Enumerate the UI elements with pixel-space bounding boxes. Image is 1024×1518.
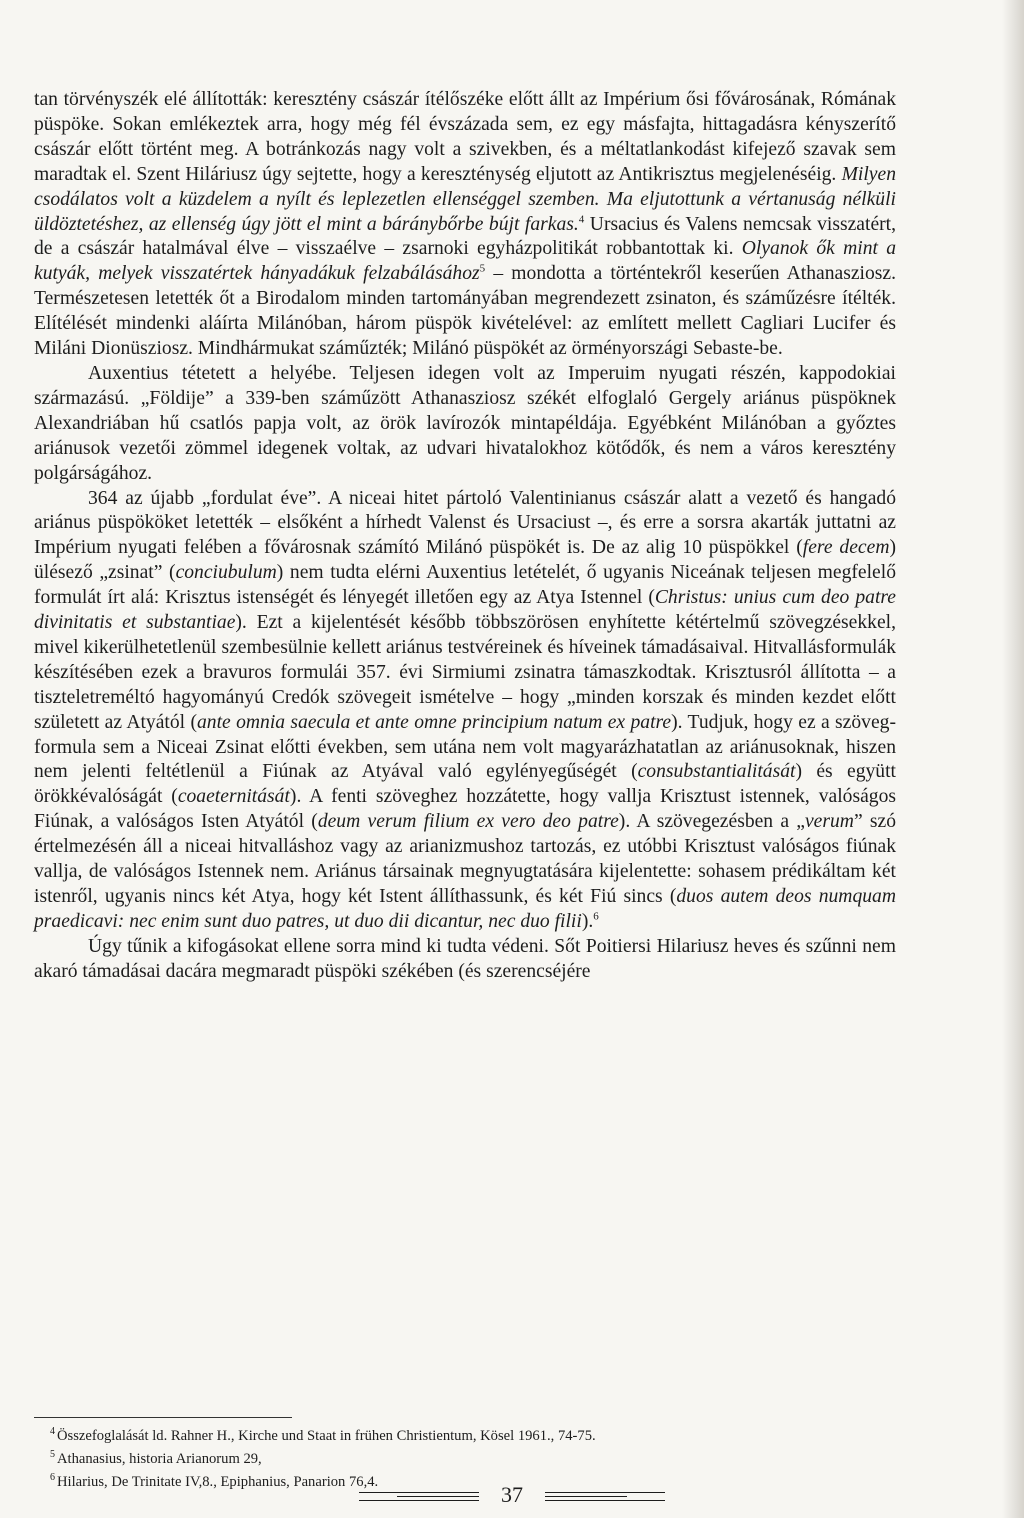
main-text <box>34 88 896 985</box>
footnote-reference: 6 <box>593 910 599 923</box>
footnote-text: Összefoglalását ld. Rahner H., Kirche und Staat in frühen Christientum, Kösel 1961., 74-75. <box>57 1428 596 1444</box>
text-run: ). Tudjuk, hogy ez a szövegformula sem a Niceai Zsinat előtti években, sem utána nem volt magyarázhatatlan az ariánusoknak, hiszen nem jelenti feltétlenül a Fiúnak az Atyával való egylényegűségét ( <box>34 711 897 783</box>
text-run: verum <box>804 811 854 833</box>
text-run: coaeternitását <box>177 786 290 808</box>
paragraph-4 <box>34 935 896 985</box>
text-run: duos autem deos numquam praedicavi: nec enim sunt duo patres, ut duo dii dicantur, nec duo filii <box>34 886 896 932</box>
footnote-4 <box>50 1425 870 1448</box>
footnote-reference: 4 <box>578 213 585 225</box>
footnote-reference: 5 <box>479 262 486 275</box>
text-run: Úgy tűnik a kifogásokat ellene sorra mind ki tudta védeni. Sőt Poitiersi Hilariusz heves és szűnni nem akaró támadásai dacára megmaradt püspöki székében (és szerencséjére <box>34 935 896 982</box>
text-run: conciubulum <box>175 562 277 584</box>
text-run: Ursacius és Valens nemcsak visszatért, de a császár hatalmával élve – visszaélve – zsarnoki egyházpolitikát robbantottak ki. <box>34 213 897 260</box>
footnote-mark: 6 <box>50 1472 55 1484</box>
text-run: ). A fenti szöveghez hozzátette, hogy vallja Krisztust istennek, valóságos Fiúnak, a valóságos Isten Atyától ( <box>34 786 896 833</box>
paragraph-2 <box>34 362 896 487</box>
footnote-text: Athanasius, historia Arianorum 29, <box>57 1451 262 1467</box>
text-run: – mondotta a történtekről keserűen Athanasziosz. Természetesen letették őt a Birodalom minden tartományában megrendezett zsinaton, és száműzésre ítélték. Elítélését mindenki aláírta Milánóban, három püspök kivételével: az említett mellett Cagliari Lucifer és Miláni Dionüsziosz. Mindhármukat száműzték; Milánó püspökét az örményországi Sebaste-be. <box>34 263 896 360</box>
text-run: tan törvényszék elé állították: keresztény császár ítélőszéke előtt állt az Impérium ősi fővárosának, Rómának püspöke. Sokan emlékeztek arra, hogy még fél évszázada sem, ez egy másfajta, hittagadásra kényszerítő császár előtt történt meg. A botránkozás nagy volt a szivekben, és a méltatlankodást kifejező szavak sem maradtak el. Szent Hiláriusz úgy sejtette, hogy a kereszténység eljutott az Antikrisztus megjelenéséig. <box>34 89 896 185</box>
text-run: ). <box>581 910 594 932</box>
text-run: consubstantialitását <box>637 761 796 783</box>
text-run: ” szó értelmezésén áll a niceai hitvalláshoz vagy az arianizmushoz tartozás, ez utóbbi Krisztust valóságos fiúnak vallja, de valóságos Istennek nem. Ariánus társainak megnyugtatására kijelentette: sohasem prédikáltam két istenről, ugyanis nincs két Atya, hogy két Istent állíthassunk, és két Fiú sincs ( <box>34 811 897 907</box>
text-run: deum verum filium ex vero deo patre <box>317 811 619 833</box>
paragraph-1 <box>34 88 896 362</box>
page-number-ornament-left <box>359 1490 479 1500</box>
text-run: Auxentius tétetett a helyébe. Teljesen idegen volt az Imperuim nyugati részén, kappodokiai származású. „Földije” a 339-ben száműzött Athanasziosz székét elfoglaló Gergely ariánus püspöknek Alexandriában hű csatlós papja volt, az örök lavírozók mintapéldája. Egyébként Milánóban a győztes ariánusok vezetői zömmel idegenek voltak, az udvari hivatalokhoz kötődők, és nem a város keresztény polgárságához. <box>34 362 896 484</box>
text-run: ) ülésező „zsinat” ( <box>34 537 896 584</box>
footnote-mark: 5 <box>50 1449 55 1461</box>
page-number-ornament-right <box>545 1490 665 1500</box>
text-run: ) és együtt örökkévalóságát ( <box>34 761 896 808</box>
page-number-area <box>0 1480 1024 1510</box>
page-edge-shadow <box>1002 0 1024 1518</box>
text-run: ). Ezt a kijelentését később többszörösen enyhítette kétértelmű szövegzésekkel, mivel kikerülhetetlenül szembesülnie kellett ariánus testvéreinek és híveinek támadásaival. Hitvallásformulák készítésében ezek a bravuros formulái 357. évi Sirmiumi zsinatra támaszkodtak. Krisztusról állította – a tiszteletreméltó hagyományú Credók szövegeit ismételve – hogy „minden korszak és minden kezdet előtt született az Atyától ( <box>34 612 896 733</box>
footnote-text: Hilarius, De Trinitate IV,8., Epiphanius, Panarion 76,4. <box>57 1474 379 1490</box>
text-run: 364 az újabb „fordulat éve”. A niceai hitet pártoló Valentinianus császár alatt a vezető és hangadó ariánus püspököket letették – elsőként a hírhedt Valenst és Ursaciust –, és erre a sorsra akarták juttatni az Impérium nyugati felében a fővárosnak számító Milánó püspökét is. De az alig 10 püspökkel ( <box>34 487 896 559</box>
footnote-5 <box>50 1448 870 1471</box>
text-run: ante omnia saecula et ante omne principium natum ex patre <box>196 711 672 733</box>
paragraph-3 <box>34 487 896 935</box>
text-run: Christus: unius cum deo patre divinitatis et substantiae <box>34 587 896 634</box>
page-number: 37 <box>501 1482 523 1507</box>
text-run: Olyanok ők mint a kutyák, melyek visszatértek hányadákuk felzabálásához <box>34 238 896 285</box>
text-run: ). A szövegezésben a „ <box>618 811 805 833</box>
footnote-mark: 4 <box>50 1426 55 1438</box>
text-run: ) nem tudta elérni Auxentius letételét, ő ugyanis Niceának teljesen megfelelő formulát írt alá: Krisztus istenségét és lényegét illetően egy az Atya Istennel ( <box>34 562 896 609</box>
text-run: fere decem <box>802 537 890 559</box>
footnote-separator <box>34 1417 292 1418</box>
text-run: Milyen csodálatos volt a küzdelem a nyílt és leplezetlen ellenséggel szemben. Ma eljutottunk a vértanuság nélküli üldöztetéshez, az ellenség úgy jött el mint a báránybőrbe bújt farkas. <box>34 163 896 235</box>
